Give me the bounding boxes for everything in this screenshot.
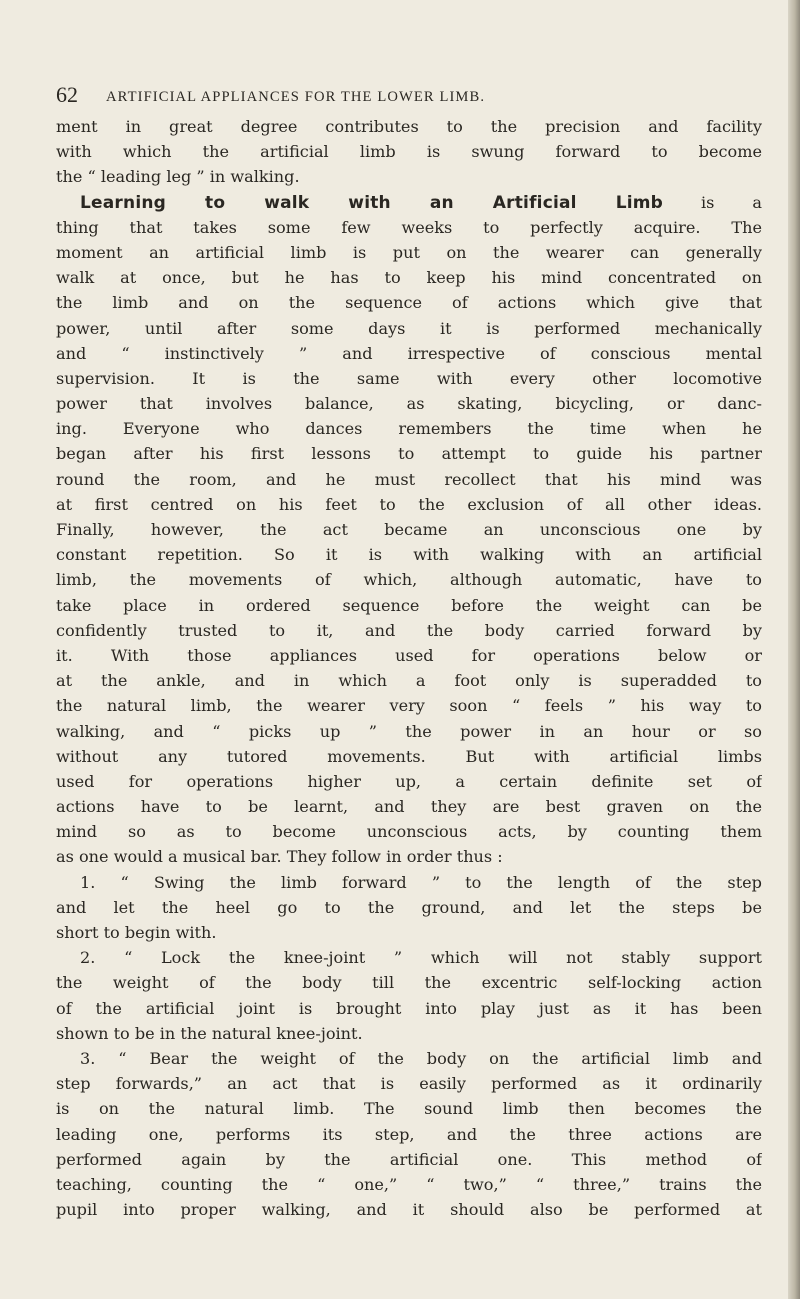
numbered-step-line: 2. “ Lock the knee-joint ” which will not stably support <box>80 948 762 968</box>
text-line: step forwards,” an act that is easily performed as it ordinarily <box>56 1074 762 1094</box>
section-heading-line <box>56 190 762 215</box>
numbered-step-line: 3. “ Bear the weight of the body on the artificial limb and <box>80 1048 762 1068</box>
text-line: used for operations higher up, a certain definite set of <box>56 771 762 791</box>
text-line: limb, the movements of which, although automatic, have to <box>56 570 762 590</box>
text-line: with which the artificial limb is swung forward to become <box>56 142 762 162</box>
page-header <box>56 82 756 112</box>
text-line: began after his first lessons to attempt to guide his partner <box>56 444 762 464</box>
text-line: confidently trusted to it, and the body carried forward by <box>56 620 762 640</box>
text-line: take place in ordered sequence before the weight can be <box>56 595 762 615</box>
text-line: and let the heel go to the ground, and let the steps be <box>56 897 762 917</box>
text-line: the limb and on the sequence of actions which give that <box>56 293 762 313</box>
text-line: walking, and “ picks up ” the power in an hour or so <box>56 721 762 741</box>
text-line: mind so as to become unconscious acts, by counting them <box>56 822 762 842</box>
text-line: is a <box>663 192 762 212</box>
text-line: round the room, and he must recollect that his mind was <box>56 469 762 489</box>
text-line: moment an artificial limb is put on the wearer can generally <box>56 242 762 262</box>
text-line: power, until after some days it is performed mechanically <box>56 318 762 338</box>
running-title: ARTIFICIAL APPLIANCES FOR THE LOWER LIMB. <box>106 89 486 105</box>
text-line: of the artificial joint is brought into play just as it has been <box>56 998 762 1018</box>
page-edge-shadow <box>788 0 800 1299</box>
text-line: performed again by the artificial one. This method of <box>56 1149 762 1169</box>
text-line: as one would a musical bar. They follow in order thus : <box>56 847 503 867</box>
text-line: teaching, counting the “ one,” “ two,” “ three,” trains the <box>56 1174 762 1194</box>
page-number: 62 <box>56 82 78 107</box>
text-line: the natural limb, the wearer very soon “ feels ” his way to <box>56 696 762 716</box>
text-line: at the ankle, and in which a foot only is superadded to <box>56 671 762 691</box>
text-line: pupil into proper walking, and it should also be performed at <box>56 1200 762 1220</box>
text-line: short to begin with. <box>56 923 217 942</box>
text-line: supervision. It is the same with every other locomotive <box>56 368 762 388</box>
text-line: constant repetition. So it is with walking with an artificial <box>56 545 762 565</box>
text-line: it. With those appliances used for operations below or <box>56 645 762 665</box>
text-line: leading one, performs its step, and the three actions are <box>56 1124 762 1144</box>
text-line: power that involves balance, as skating, bicycling, or danc- <box>56 394 762 414</box>
text-line: and “ instinctively ” and irrespective of conscious mental <box>56 343 762 363</box>
body-text <box>56 114 762 1222</box>
text-line: walk at once, but he has to keep his mind concentrated on <box>56 268 762 288</box>
numbered-step-line: 1. “ Swing the limb forward ” to the length of the step <box>80 872 762 892</box>
text-line: thing that takes some few weeks to perfectly acquire. The <box>56 217 762 237</box>
section-heading: Learning to walk with an Artificial Limb <box>80 192 664 213</box>
text-line: actions have to be learnt, and they are best graven on the <box>56 797 762 817</box>
text-line: at first centred on his feet to the exclusion of all other ideas. <box>56 494 762 514</box>
text-line: the weight of the body till the excentric self-locking action <box>56 973 762 993</box>
text-line: is on the natural limb. The sound limb then becomes the <box>56 1099 762 1119</box>
text-line: without any tutored movements. But with artificial limbs <box>56 746 762 766</box>
text-line: ing. Everyone who dances remembers the time when he <box>56 419 762 439</box>
text-line: the “ leading leg ” in walking. <box>56 167 300 187</box>
text-line: shown to be in the natural knee-joint. <box>56 1023 363 1043</box>
text-line: ment in great degree contributes to the precision and facility <box>56 117 762 136</box>
text-line: Finally, however, the act became an unconscious one by <box>56 520 762 539</box>
